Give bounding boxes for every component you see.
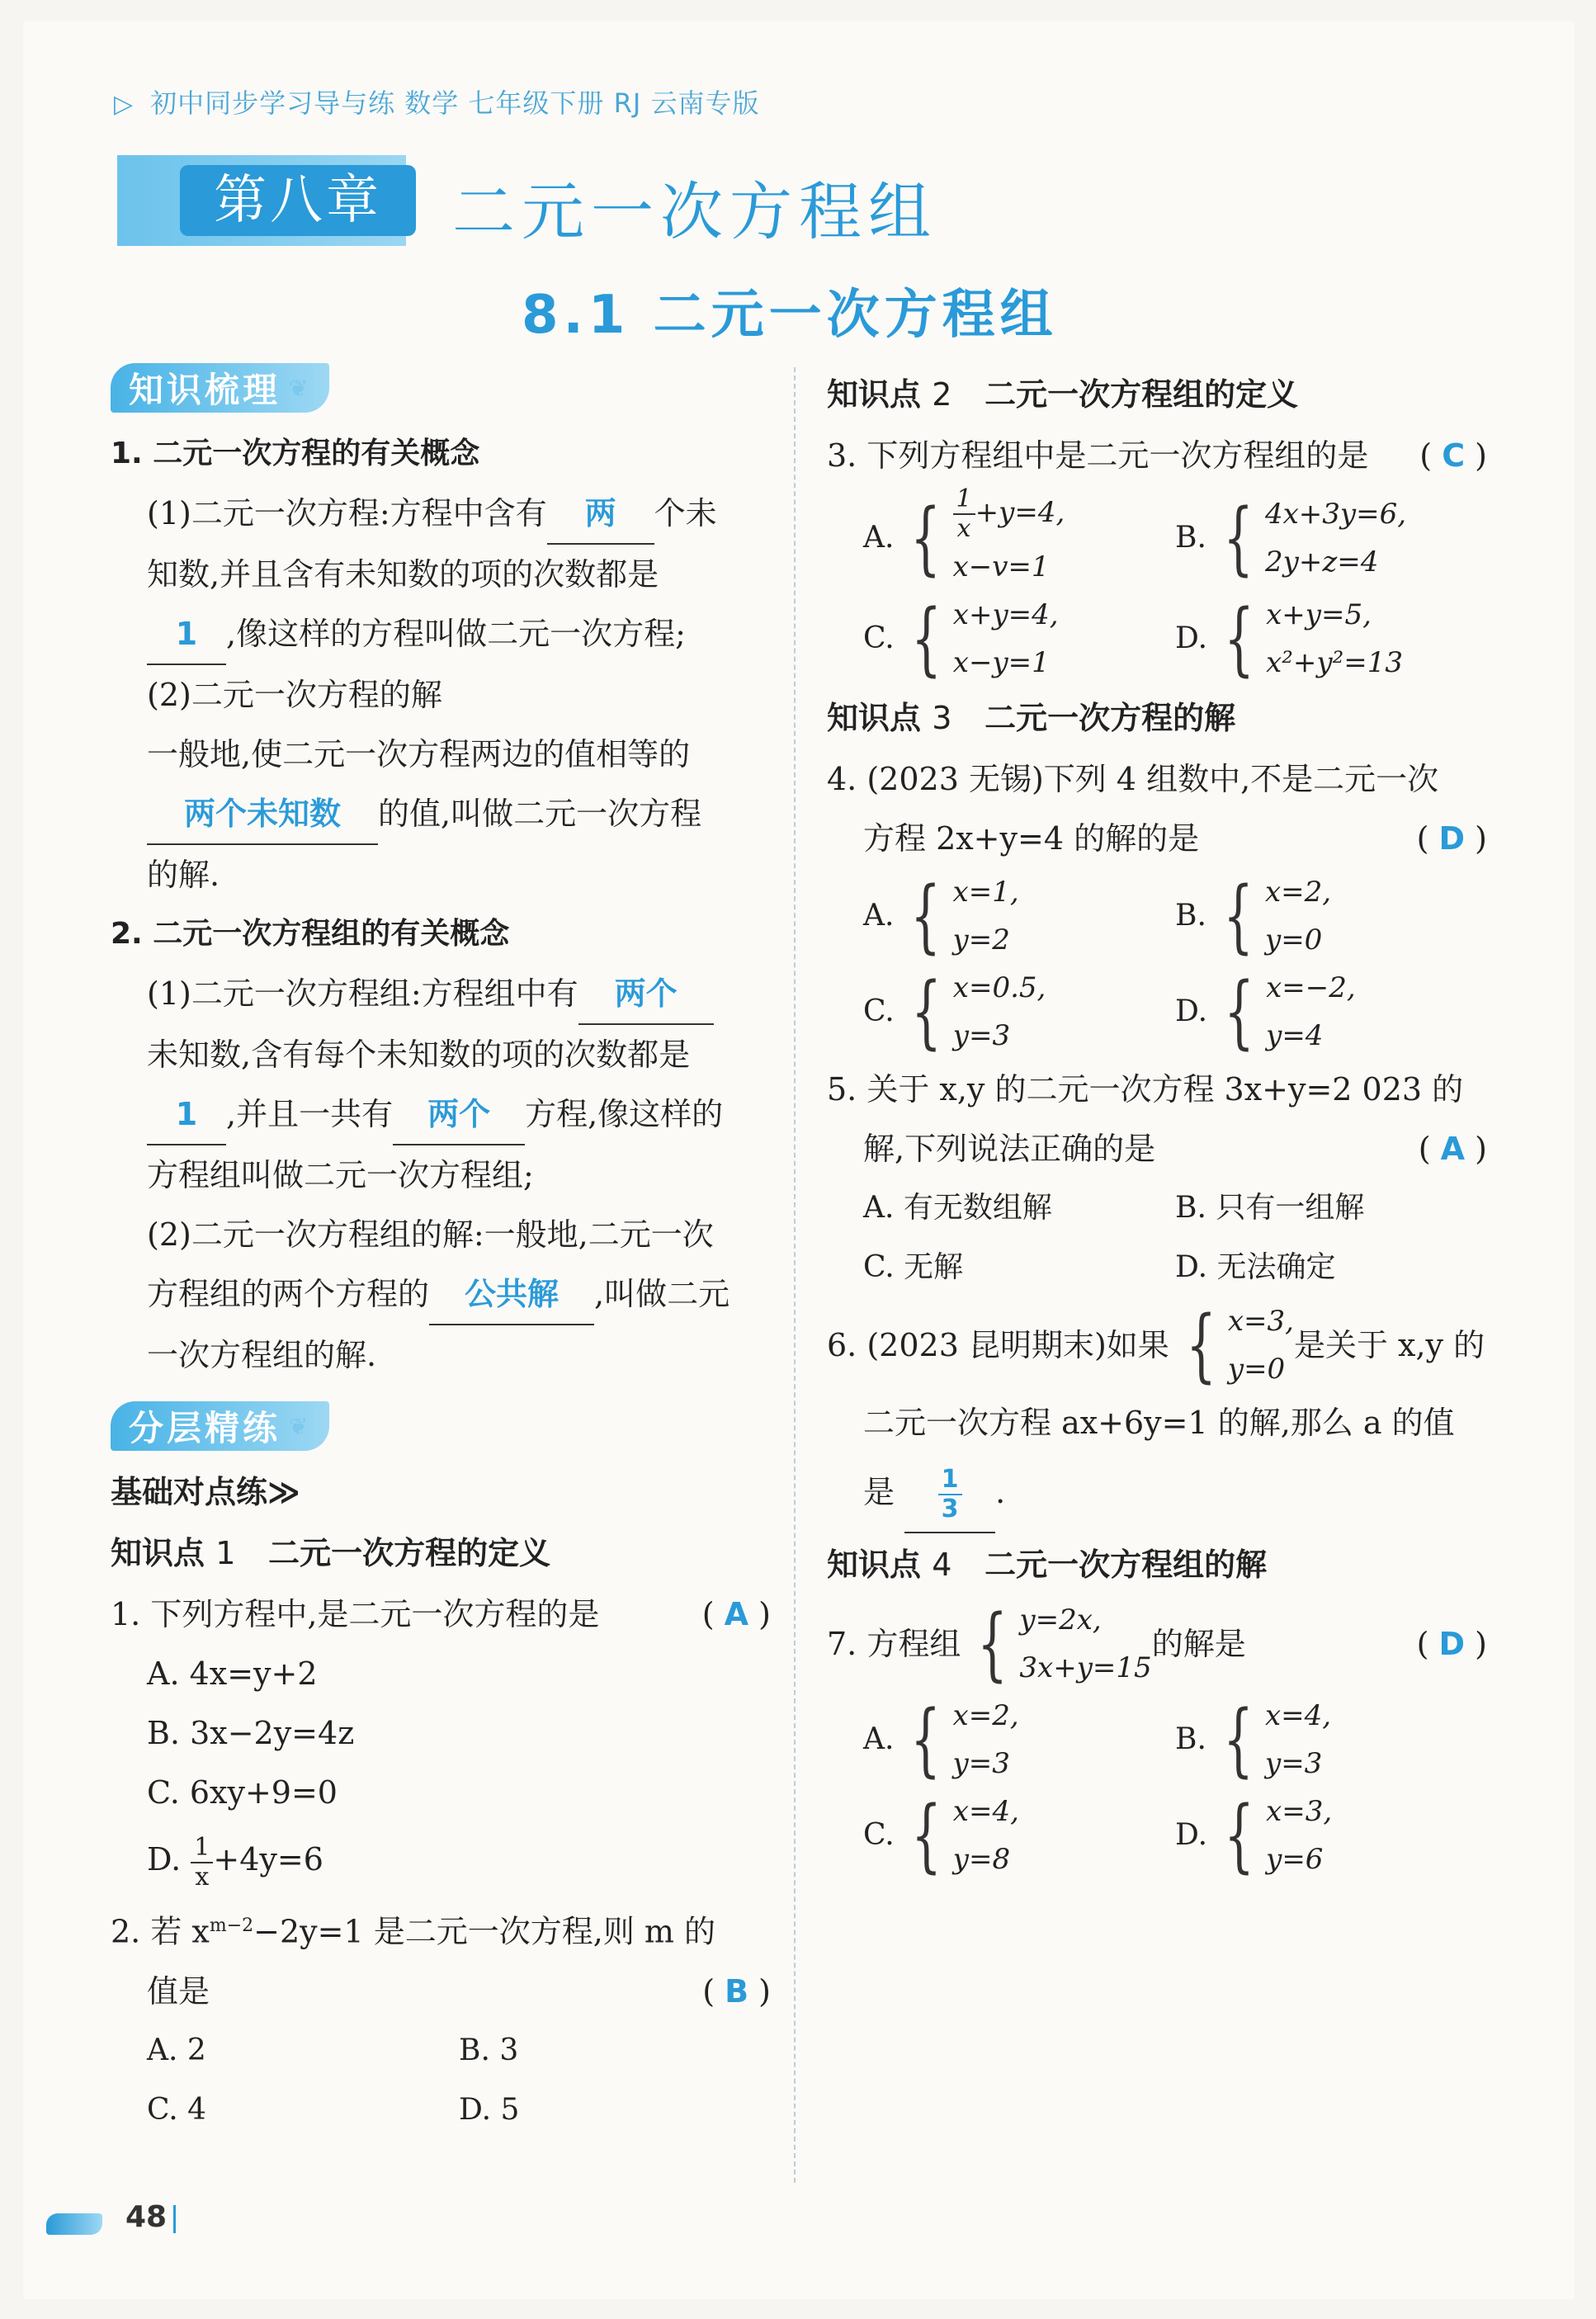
option: B. 只有一组解 [1175,1191,1365,1225]
option-label: B. [1175,521,1206,555]
option: C. 6xy+9=0 [147,1774,338,1811]
equation-system [901,591,1059,687]
text: 方程,像这样的 [525,1096,724,1132]
kp-number: 2 [932,376,952,413]
chapter-title: 二元一次方程组 [452,175,937,248]
question-1 [111,1585,771,1644]
brace: { [910,966,942,1058]
option [1175,591,1487,687]
fraction [953,485,975,543]
leaf-icon: ❦ [289,1412,312,1440]
numerator: 1 [938,1466,962,1495]
equation-system [1214,591,1403,687]
option-label: D. [1175,994,1208,1028]
blank-answer: 1 [147,604,226,665]
chapter-badge: 第八章 [180,165,416,236]
text-line [827,809,1487,868]
option-label: D. [1175,1818,1208,1852]
answer-paren: ( B ) [702,1972,771,2010]
text: 2. 若 x [111,1913,210,1950]
text: +y=4, [975,496,1065,529]
text-line [111,784,771,845]
brace: { [910,870,942,962]
page-number: 48 [125,2200,168,2234]
eq-line: 2y+z=4 [1264,546,1379,579]
option-label: C. [863,994,895,1028]
eq-line: y=2x, [1019,1603,1102,1637]
exponent: m−2 [209,1915,254,1936]
eq-line: y=2 [952,923,1010,956]
text-line: 二元一次方程 ax+6y=1 的解,那么 a 的值 [863,1405,1455,1441]
answer-paren: ( A ) [701,1596,771,1632]
text: −2y=1 是二元一次方程,则 m 的 [253,1913,716,1950]
text: 解,下列说法正确的是 [863,1131,1156,1167]
left-column [111,363,771,2140]
option-label: D. [147,1841,182,1877]
text-line [111,964,771,1025]
text-line: 一次方程组的解. [147,1337,377,1373]
eq-line: x=2, [952,1699,1019,1732]
eq-line: y=8 [952,1843,1011,1876]
eq-line: x=4, [952,1795,1019,1828]
eq-line: x=2, [1264,876,1332,909]
kp-label: 知识点 [111,1535,205,1571]
text: (1)二元一次方程组:方程组中有 [147,975,578,1012]
text: 7. 方程组 [827,1626,961,1662]
concept2-title: 2. 二元一次方程组的有关概念 [111,917,510,951]
answer-paren: ( A ) [1418,1131,1487,1167]
brace: { [977,1598,1008,1690]
page-number-bar [173,2205,176,2233]
eq-line: x=0.5, [952,971,1046,1004]
practice-subtitle: 基础对点练≫ [111,1474,300,1510]
text: 个未 [654,495,717,531]
text: 方程 2x+y=4 的解的是 [863,820,1200,857]
text-line: 知数,并且含有未知数的项的次数都是 [147,556,659,593]
eq-line: x+y=4, [952,598,1059,631]
denominator: 3 [941,1494,959,1523]
kp-title: 二元一次方程组的解 [985,1547,1268,1583]
concept1-title: 1. 二元一次方程的有关概念 [111,437,480,470]
text: 的解是 [1151,1626,1246,1662]
kp-title: 二元一次方程的解 [985,700,1236,736]
answer: D [1438,820,1466,857]
question-text: 1. 下列方程中,是二元一次方程的是 [111,1596,600,1632]
option-label: C. [863,621,895,655]
question-text: 3. 下列方程组中是二元一次方程组的是 [827,437,1369,474]
eq-line: y=3 [952,1747,1010,1780]
eq-line: 4x+3y=6, [1264,498,1407,531]
option [1175,964,1487,1060]
option: A. 2 [147,2033,206,2067]
text-line: 的解. [147,857,220,893]
right-column [827,363,1487,1883]
question-4: 4. (2023 无锡)下列 4 组数中,不是二元一次 [827,761,1439,797]
brace: { [1224,966,1254,1058]
option [863,591,1175,687]
answer: C [1442,437,1466,474]
eq-line: x−v=1 [952,550,1050,583]
column-divider [794,367,796,2183]
text: ,像这样的方程叫做二元一次方程; [226,616,686,652]
option-label: A. [863,521,895,555]
text: 是 [863,1474,895,1510]
text-line: (2)二元一次方程的解 [147,677,442,713]
eq-line: x−y=1 [952,646,1050,679]
kp-number: 1 [215,1535,236,1571]
eq-line: 3x+y=15 [1019,1651,1152,1684]
eq-line: x=1, [952,876,1019,909]
blank-answer: 两 [547,484,654,545]
running-header [114,83,759,120]
answer: B [725,1972,749,2010]
eq-line: y=0 [1264,923,1323,956]
leaf-icon: ❦ [289,374,312,402]
option-label: A. [863,899,895,933]
answer: D [1438,1626,1466,1662]
text: +4y=6 [213,1841,323,1877]
kp-title: 二元一次方程组的定义 [985,376,1299,413]
option [111,1822,771,1896]
answer-paren: ( C ) [1419,437,1487,474]
fraction [191,1834,213,1892]
numerator: 1 [953,485,975,515]
option [863,1788,1175,1883]
option [1175,1788,1487,1883]
equation-system [1176,1297,1294,1393]
tag-label: 知识梳理 [129,370,281,410]
option [863,1692,1175,1788]
text-line [827,1119,1487,1178]
option [863,485,1175,591]
option: C. 4 [147,2092,207,2127]
options-grid [827,485,1487,687]
equation-system [900,485,1065,591]
brace: { [910,1693,942,1786]
brace: { [910,593,942,685]
question-6 [827,1297,1487,1393]
text-line: 一般地,使二元一次方程两边的值相等的 [147,736,691,772]
text: 值是 [147,1972,210,2010]
tag-label: 分层精练 [129,1408,281,1448]
eq-line: y=3 [952,1019,1011,1052]
equation-system [967,1596,1151,1692]
kp-label: 知识点 [827,1547,922,1583]
kp-label: 知识点 [827,700,922,736]
options-grid [827,1692,1487,1883]
brace: { [1224,1789,1254,1882]
option-label: A. [863,1722,895,1756]
denominator: x [956,514,971,543]
footer-decoration [46,2213,102,2235]
text-line [111,1962,771,2021]
knowledge-point-1 [111,1522,771,1585]
text: (1)二元一次方程:方程中含有 [147,495,547,531]
blank-answer [904,1452,995,1533]
brace: { [1224,593,1254,685]
eq-line: y=3 [1264,1747,1323,1780]
blank-answer: 两个未知数 [147,784,378,845]
option [863,964,1175,1060]
option: B. 3 [459,2033,519,2067]
numerator: 1 [191,1834,213,1863]
answer: A [724,1596,749,1632]
eq-line: x=−2, [1266,971,1356,1004]
text: ,并且一共有 [226,1096,394,1132]
text: . [995,1474,1006,1510]
equation-system [1213,490,1406,586]
eq-line: y=4 [1266,1019,1324,1052]
eq-line: y=0 [1227,1353,1286,1386]
option [1175,1692,1487,1788]
eq-line [953,485,1065,543]
question-2 [111,1896,771,1962]
answer-paren: ( D ) [1416,1626,1487,1662]
text: ,叫做二元 [594,1276,730,1312]
knowledge-point-2 [827,363,1487,426]
option: A. 有无数组解 [863,1191,1052,1225]
answer: A [1440,1131,1466,1167]
brace: { [1223,1693,1254,1786]
fraction [938,1466,962,1523]
kp-number: 4 [932,1547,952,1583]
question-5: 5. 关于 x,y 的二元一次方程 3x+y=2 023 的 [827,1071,1464,1108]
eq-line: y=6 [1266,1843,1324,1876]
blank-answer: 公共解 [429,1264,594,1325]
options-grid [827,868,1487,1060]
question-3 [827,426,1487,485]
option-label: B. [1175,899,1206,933]
text-line: (2)二元一次方程组的解:一般地,二元一次 [147,1216,714,1253]
option: D. 无法确定 [1175,1250,1336,1284]
answer-paren: ( D ) [1416,820,1487,857]
option-label: D. [1175,621,1208,655]
option: D. 5 [459,2092,520,2127]
blank-answer: 两个 [393,1084,525,1145]
play-triangle-icon: ▷ [114,90,135,119]
brace: { [1223,492,1254,584]
text-line [111,604,771,665]
eq-line: x+y=5, [1266,598,1372,631]
option: A. 4x=y+2 [147,1655,318,1692]
brace: { [1185,1299,1216,1391]
question-7 [827,1596,1487,1692]
options-grid [827,1178,1487,1297]
brace: { [1223,870,1254,962]
options-grid [111,2021,771,2140]
text-line: 未知数,含有每个未知数的项的次数都是 [147,1037,691,1073]
knowledge-point-3 [827,687,1487,749]
eq-line: x=4, [1264,1699,1332,1732]
knowledge-tag [111,363,329,413]
blank-answer: 两个 [578,964,714,1025]
text-line [111,1264,771,1325]
text-line: 方程组叫做二元一次方程组; [147,1157,534,1193]
brace: { [910,492,942,584]
concept1-paragraph [111,484,771,545]
option-label: C. [863,1818,895,1852]
blank-answer: 1 [147,1084,226,1145]
eq-line: x²+y²=13 [1266,646,1403,679]
practice-tag [111,1401,329,1451]
denominator: x [195,1862,210,1892]
kp-label: 知识点 [827,376,922,413]
option [1175,485,1487,591]
option: B. 3x−2y=4z [147,1715,355,1751]
text: 是关于 x,y 的 [1293,1327,1485,1363]
text: 方程组的两个方程的 [147,1276,430,1312]
option [1175,868,1487,964]
option-label: B. [1175,1722,1206,1756]
kp-number: 3 [932,700,952,736]
eq-line: x=3, [1266,1795,1333,1828]
brace: { [910,1789,942,1882]
text: 6. (2023 昆明期末)如果 [827,1327,1169,1363]
knowledge-point-4 [827,1533,1487,1596]
text-line [827,1452,1487,1533]
kp-title: 二元一次方程的定义 [268,1535,551,1571]
text: 的值,叫做二元一次方程 [378,796,702,832]
option [863,868,1175,964]
header-text: 初中同步学习导与练 数学 七年级下册 RJ 云南专版 [150,87,760,119]
eq-line: x=3, [1227,1305,1294,1338]
section-title: 8.1 二元一次方程组 [522,285,1058,346]
text-line [111,1084,771,1145]
option: C. 无解 [863,1250,964,1284]
